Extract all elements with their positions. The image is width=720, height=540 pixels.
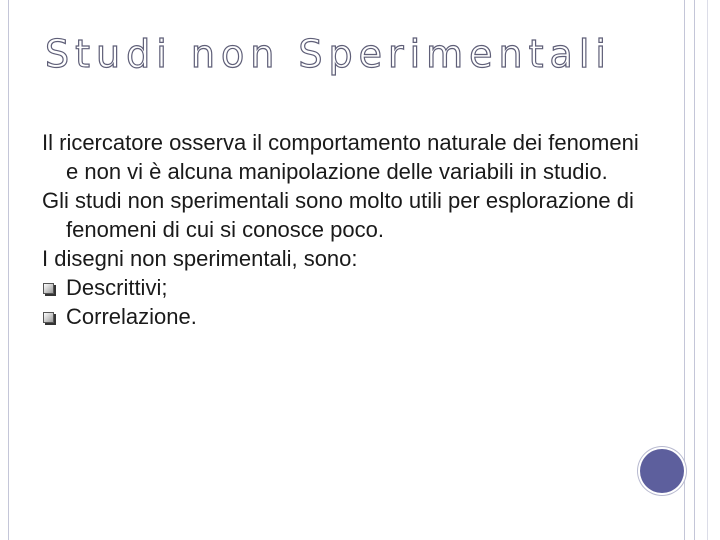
right-border-line [694, 0, 695, 540]
right-border-line [684, 0, 685, 540]
square-bullet-icon [43, 283, 54, 294]
body-paragraph: Il ricercatore osserva il comportamento naturale dei fenomeni e non vi è alcuna manipolazione delle variabili in studio. [42, 130, 639, 184]
list-item-label: Correlazione. [66, 304, 197, 329]
right-border-line [707, 0, 708, 540]
decorative-circle [640, 449, 684, 493]
body-paragraph: Gli studi non sperimentali sono molto utili per esplorazione di fenomeni di cui si conosce poco. [42, 188, 634, 242]
left-border-line [8, 0, 9, 540]
square-bullet-icon [43, 312, 54, 323]
slide-title: Studi non Sperimentali [45, 32, 612, 76]
body-paragraph: I disegni non sperimentali, sono: [42, 246, 358, 271]
list-item [42, 273, 642, 302]
slide-body [42, 128, 642, 331]
list-item-label: Descrittivi; [66, 275, 168, 300]
list-item [42, 302, 642, 331]
